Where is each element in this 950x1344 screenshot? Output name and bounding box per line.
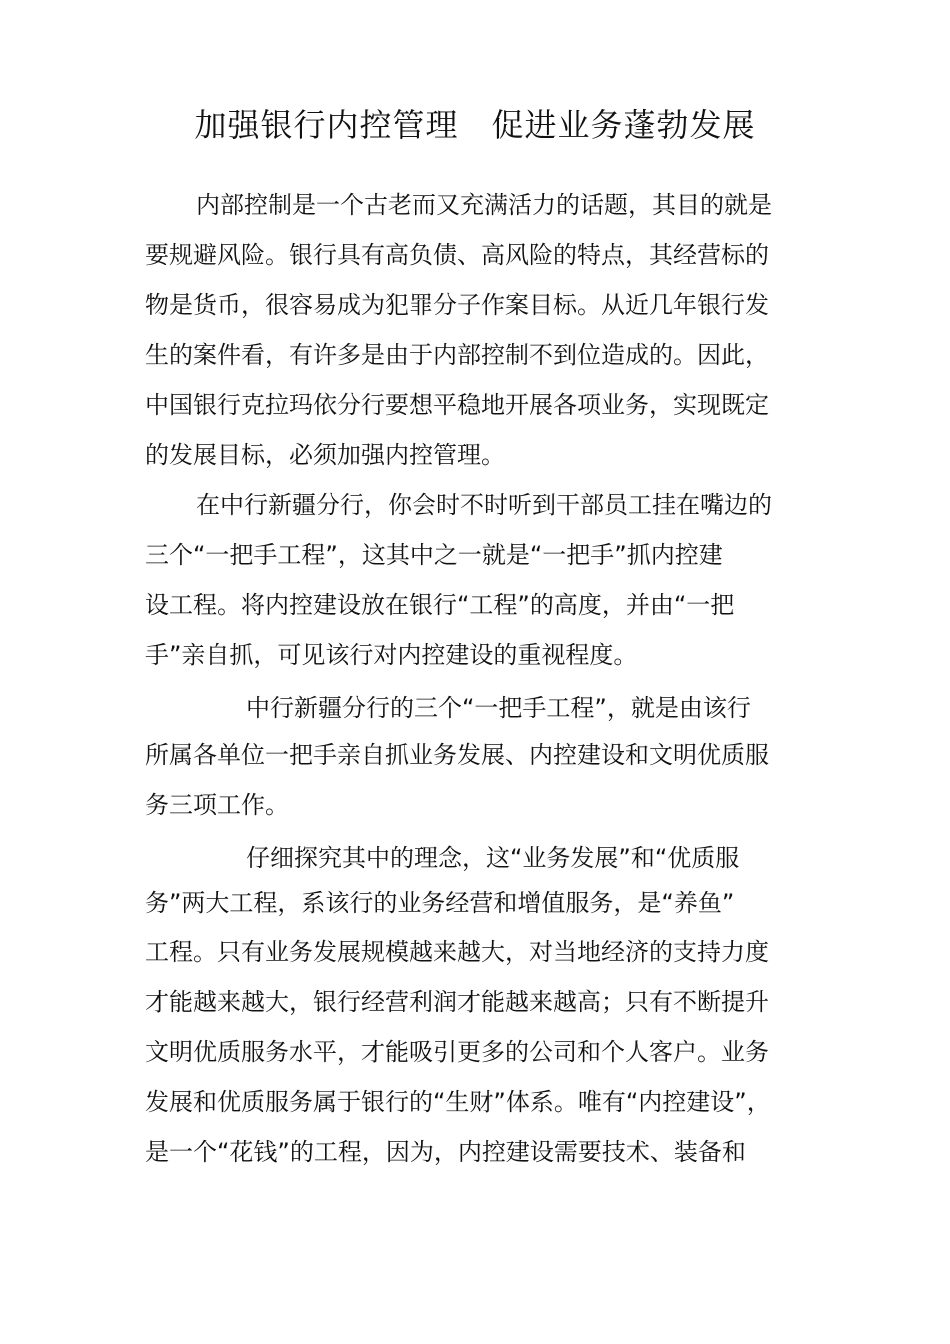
paragraph-line: 中国银行克拉玛依分行要想平稳地开展各项业务，实现既定 bbox=[145, 391, 769, 419]
paragraph-line: 发展和优质服务属于银行的“生财”体系。唯有“内控建设”， bbox=[145, 1088, 771, 1116]
paragraph-line: 在中行新疆分行，你会时不时听到干部员工挂在嘴边的 bbox=[196, 491, 772, 519]
paragraph-line: 物是货币，很容易成为犯罪分子作案目标。从近几年银行发 bbox=[145, 291, 769, 319]
paragraph-line: 中行新疆分行的三个“一把手工程”，就是由该行 bbox=[246, 694, 751, 722]
paragraph-line: 务”两大工程，系该行的业务经营和增值服务，是“养鱼” bbox=[145, 889, 735, 917]
paragraph-line: 所属各单位一把手亲自抓业务发展、内控建设和文明优质服 bbox=[145, 741, 769, 769]
paragraph-line: 要规避风险。银行具有高负债、高风险的特点，其经营标的 bbox=[145, 241, 769, 269]
paragraph-line: 设工程。将内控建设放在银行“工程”的高度，并由“一把 bbox=[145, 591, 735, 619]
paragraph-line: 的发展目标，必须加强内控管理。 bbox=[145, 441, 505, 469]
paragraph-line: 内部控制是一个古老而又充满活力的话题，其目的就是 bbox=[196, 191, 772, 219]
paragraph-line: 工程。只有业务发展规模越来越大，对当地经济的支持力度 bbox=[145, 938, 769, 966]
paragraph-line: 才能越来越大，银行经营利润才能越来越高；只有不断提升 bbox=[145, 988, 769, 1016]
paragraph-line: 三个“一把手工程”，这其中之一就是“一把手”抓内控建 bbox=[145, 541, 723, 569]
paragraph-line: 生的案件看，有许多是由于内部控制不到位造成的。因此， bbox=[145, 341, 769, 369]
paragraph-line: 是一个“花钱”的工程，因为，内控建设需要技术、装备和 bbox=[145, 1138, 746, 1166]
paragraph-line: 务三项工作。 bbox=[145, 791, 289, 819]
paragraph-line: 仔细探究其中的理念，这“业务发展”和“优质服 bbox=[246, 844, 740, 872]
paragraph-line: 文明优质服务水平，才能吸引更多的公司和个人客户。业务 bbox=[145, 1038, 769, 1066]
document-title: 加强银行内控管理 促进业务蓬勃发展 bbox=[194, 106, 756, 144]
paragraph-line: 手”亲自抓，可见该行对内控建设的重视程度。 bbox=[145, 641, 638, 669]
